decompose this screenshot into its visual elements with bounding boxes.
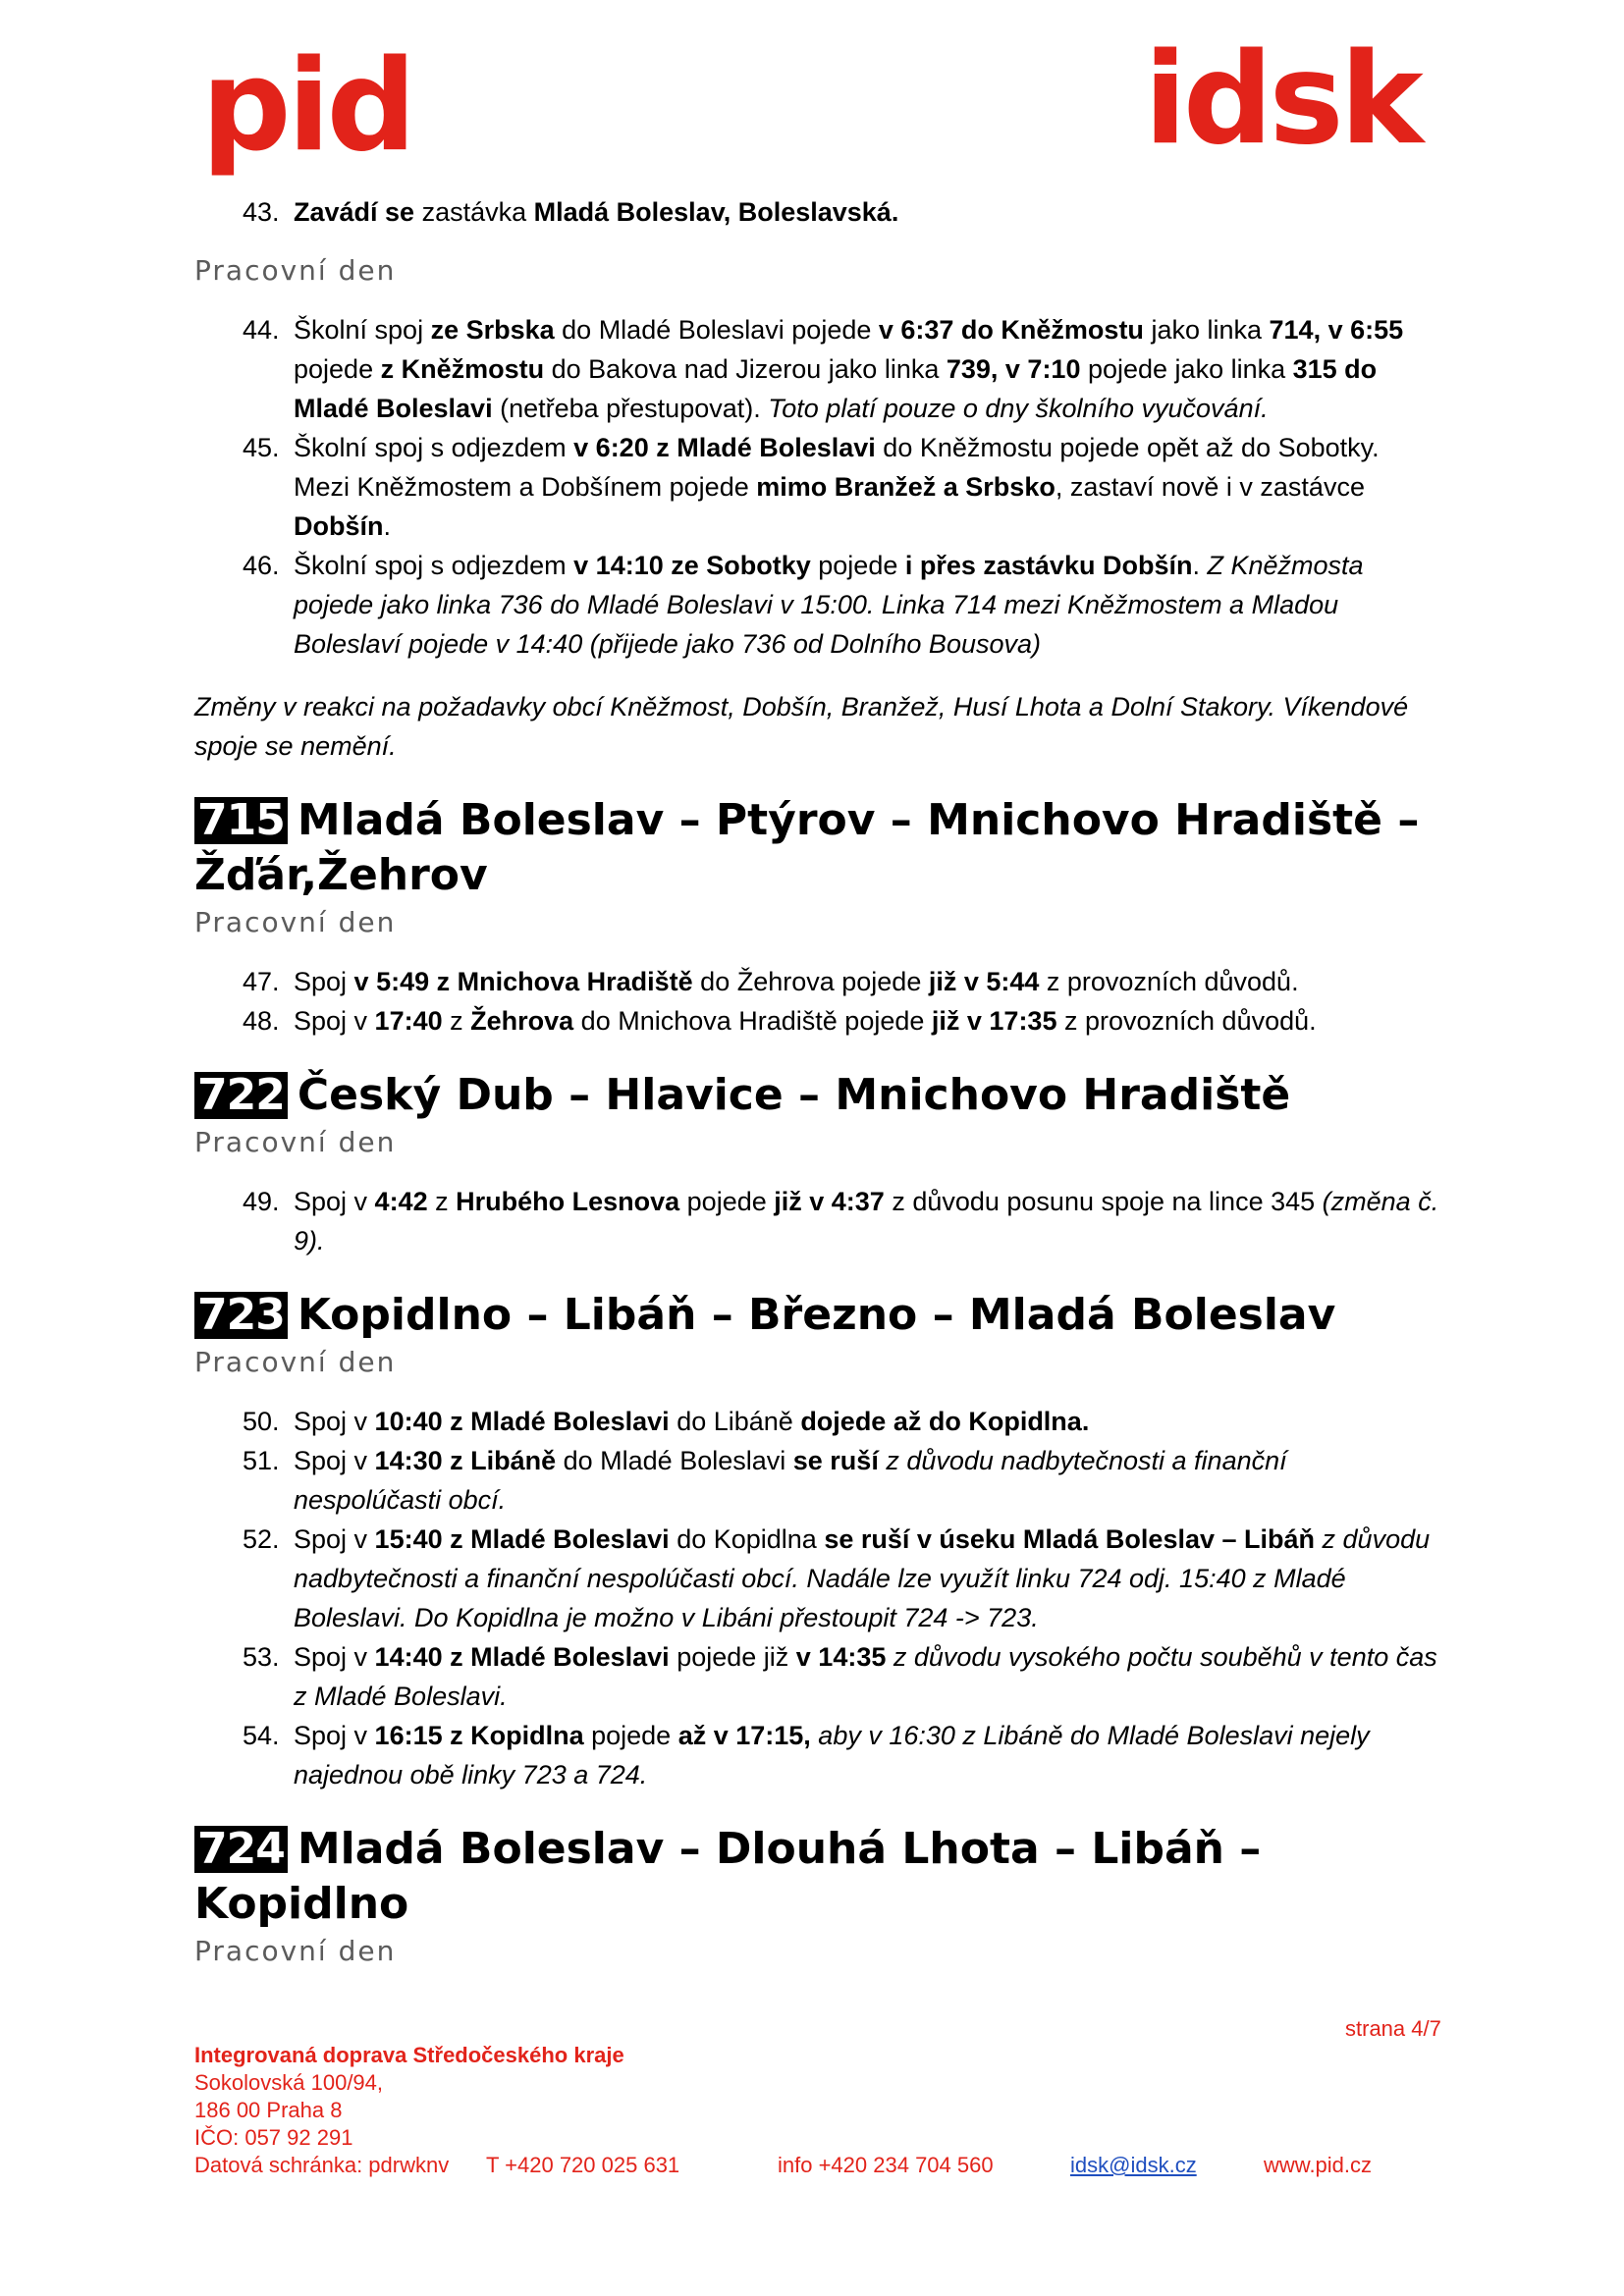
list-item bbox=[194, 1716, 1441, 1794]
list-item bbox=[194, 428, 1441, 546]
change-list bbox=[194, 310, 1441, 664]
footer-email-link[interactable]: idsk@idsk.cz bbox=[1070, 2153, 1197, 2177]
item-text: Spoj v 16:15 z Kopidlna pojede až v 17:15, aby v 16:30 z Libáně do Mladé Boleslavi nejely najednou obě linky 723 a 724. bbox=[294, 1721, 1370, 1789]
item-number: 45. bbox=[243, 433, 280, 462]
list-item bbox=[194, 192, 1441, 232]
route-number-badge: 724 bbox=[194, 1826, 288, 1873]
route-heading bbox=[194, 793, 1441, 903]
item-number: 54. bbox=[243, 1721, 280, 1750]
route-heading bbox=[194, 1288, 1441, 1343]
list-item bbox=[194, 962, 1441, 1001]
item-number: 44. bbox=[243, 315, 280, 345]
document-content bbox=[194, 192, 1441, 1991]
pid-logo: pid bbox=[201, 33, 413, 180]
item-text: Školní spoj ze Srbska do Mladé Boleslavi pojede v 6:37 do Kněžmostu jako linka 714, v 6:55 pojede z Kněžmostu do Bakova nad Jizerou jako linka 739, v 7:10 pojede jako linka 315 do Mladé Boleslavi (netřeba přestupovat). Toto platí pouze o dny školního vyučování. bbox=[294, 315, 1404, 423]
change-list bbox=[194, 1182, 1441, 1260]
list-item bbox=[194, 1402, 1441, 1441]
list-item bbox=[194, 310, 1441, 428]
item-text: Spoj v 15:40 z Mladé Boleslavi do Kopidlna se ruší v úseku Mladá Boleslav – Libáň z důvodu nadbytečnosti a finanční nespolúčasti obcí. Nadále lze využít linku 724 odj. 15:40 z Mladé Boleslavi. Do Kopidlna je možno v Libáni přestoupit 724 -> 723. bbox=[294, 1524, 1431, 1632]
change-list bbox=[194, 1402, 1441, 1794]
item-text: Spoj v 14:40 z Mladé Boleslavi pojede již v 14:35 z důvodu vysokého počtu souběhů v tento čas z Mladé Boleslavi. bbox=[294, 1642, 1437, 1711]
footer-web-link[interactable]: www.pid.cz bbox=[1264, 2153, 1373, 2177]
route-heading bbox=[194, 1822, 1441, 1932]
footer-address-line: Sokolovská 100/94, bbox=[194, 2070, 384, 2095]
footer-phone: T +420 720 025 631 bbox=[486, 2153, 680, 2177]
day-type-label: Pracovní den bbox=[194, 1126, 397, 1158]
item-number: 50. bbox=[243, 1407, 280, 1436]
footer-databox: Datová schránka: pdrwknv bbox=[194, 2153, 450, 2177]
day-type-label: Pracovní den bbox=[194, 254, 397, 287]
idsk-logo: idsk bbox=[1144, 27, 1420, 173]
route-number-badge: 722 bbox=[194, 1072, 288, 1119]
item-number: 43. bbox=[243, 197, 280, 227]
list-item bbox=[194, 546, 1441, 664]
day-type-label: Pracovní den bbox=[194, 1935, 397, 1967]
list-item bbox=[194, 1441, 1441, 1520]
item-number: 51. bbox=[243, 1446, 280, 1475]
change-list bbox=[194, 962, 1441, 1041]
item-text: Školní spoj s odjezdem v 14:10 ze Sobotky pojede i přes zastávku Dobšín. Z Kněžmosta pojede jako linka 736 do Mladé Boleslavi v 15:00. Linka 714 mezi Kněžmostem a Mladou Boleslaví pojede v 14:40 (přijede jako 736 od Dolního Bousova) bbox=[294, 551, 1364, 659]
route-number-badge: 723 bbox=[194, 1292, 288, 1339]
route-title: Český Dub – Hlavice – Mnichovo Hradiště bbox=[297, 1070, 1291, 1120]
route-heading bbox=[194, 1068, 1441, 1123]
item-text: Spoj v 17:40 z Žehrova do Mnichova Hradiště pojede již v 17:35 z provozních důvodů. bbox=[294, 1006, 1317, 1036]
footer-contact-row bbox=[194, 2152, 1441, 2179]
item-text: Spoj v 14:30 z Libáně do Mladé Boleslavi se ruší z důvodu nadbytečnosti a finanční nespolúčasti obcí. bbox=[294, 1446, 1287, 1515]
page-number: strana 4/7 bbox=[1345, 2016, 1441, 2041]
item-text: Školní spoj s odjezdem v 6:20 z Mladé Boleslavi do Kněžmostu pojede opět až do Sobotky. Mezi Kněžmostem a Dobšínem pojede mimo Branžež a Srbsko, zastaví nově i v zastávce Dobšín. bbox=[294, 433, 1380, 541]
item-number: 48. bbox=[243, 1006, 280, 1036]
list-item bbox=[194, 1637, 1441, 1716]
item-text: Spoj v 10:40 z Mladé Boleslavi do Libáně dojede až do Kopidlna. bbox=[294, 1407, 1090, 1436]
item-number: 46. bbox=[243, 551, 280, 580]
item-number: 49. bbox=[243, 1187, 280, 1216]
footer-organization: Integrovaná doprava Středočeského kraje bbox=[194, 2043, 624, 2067]
item-text: Spoj v 4:42 z Hrubého Lesnova pojede již v 4:37 z důvodu posunu spoje na lince 345 (změna č. 9). bbox=[294, 1187, 1439, 1255]
route-title: Mladá Boleslav – Dlouhá Lhota – Libáň – Kopidlno bbox=[194, 1824, 1262, 1929]
item-number: 52. bbox=[243, 1524, 280, 1554]
item-number: 47. bbox=[243, 967, 280, 996]
item-text: Spoj v 5:49 z Mnichova Hradiště do Žehrova pojede již v 5:44 z provozních důvodů. bbox=[294, 967, 1299, 996]
route-title: Kopidlno – Libáň – Březno – Mladá Boleslav bbox=[297, 1290, 1336, 1340]
list-item bbox=[194, 1520, 1441, 1637]
day-type-label: Pracovní den bbox=[194, 1346, 397, 1378]
section-note: Změny v reakci na požadavky obcí Kněžmost, Dobšín, Branžež, Husí Lhota a Dolní Stakory. Víkendové spoje se nemění. bbox=[194, 692, 1409, 761]
footer-info-phone: info +420 234 704 560 bbox=[778, 2153, 994, 2177]
route-title: Mladá Boleslav – Ptýrov – Mnichovo Hradiště – Žďár,Žehrov bbox=[194, 795, 1420, 900]
change-list bbox=[194, 192, 1441, 232]
footer-address-line: IČO: 057 92 291 bbox=[194, 2125, 353, 2150]
footer bbox=[194, 2042, 1441, 2179]
footer-address-line: 186 00 Praha 8 bbox=[194, 2098, 343, 2122]
list-item bbox=[194, 1182, 1441, 1260]
item-text: Zavádí se zastávka Mladá Boleslav, Boleslavská. bbox=[294, 197, 899, 227]
list-item bbox=[194, 1001, 1441, 1041]
day-type-label: Pracovní den bbox=[194, 906, 397, 938]
route-number-badge: 715 bbox=[194, 797, 288, 844]
item-number: 53. bbox=[243, 1642, 280, 1672]
